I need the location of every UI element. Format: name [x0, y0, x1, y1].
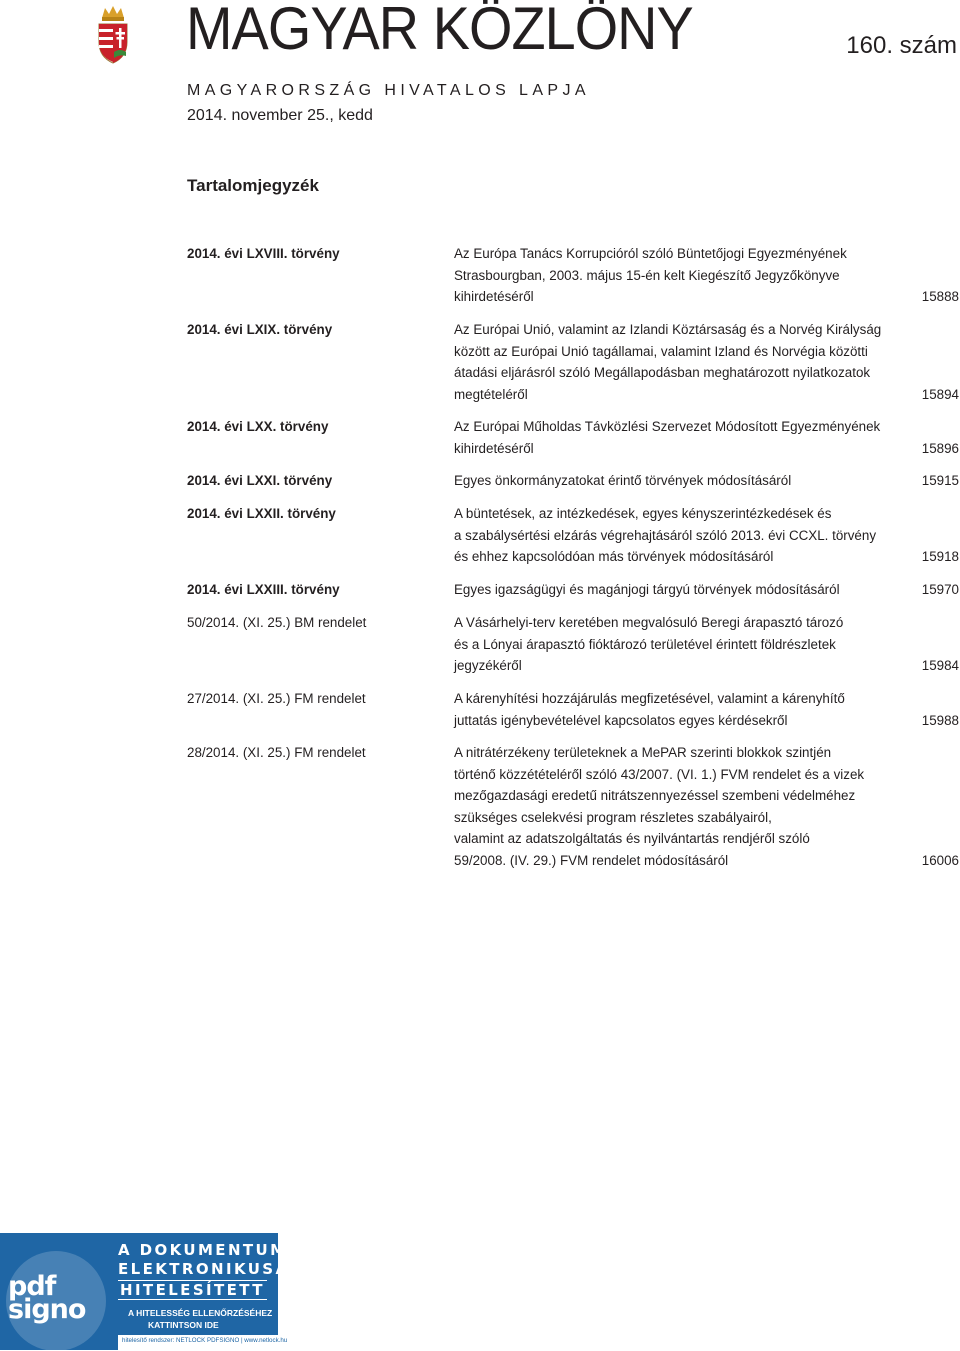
- toc-entry-title-line: Az Európai Unió, valamint az Izlandi Köztársaság és a Norvég Királyság: [454, 322, 882, 337]
- toc-entry[interactable]: [187, 243, 959, 308]
- toc-entry-page: 15888: [921, 289, 959, 304]
- toc-heading: Tartalomjegyzék: [187, 176, 319, 195]
- toc-entry-title-line: és a Lónyai árapasztó fióktározó területével érintett földrészletek: [454, 636, 836, 652]
- toc-entry-title-line: Egyes igazságügyi és magánjogi tárgyú törvények módosításáról: [454, 582, 840, 597]
- toc-entry[interactable]: [187, 470, 959, 492]
- toc-entry-title-line: valamint az adatszolgáltatás és nyilvántartás rendjéről szóló: [454, 831, 810, 846]
- toc-entry[interactable]: [187, 688, 959, 731]
- toc-entry-page: 15896: [921, 440, 959, 456]
- toc-entry-title-line: Egyes önkormányzatokat érintő törvények módosításáról: [454, 473, 792, 488]
- coat-of-arms-icon: [96, 4, 130, 64]
- toc-entry-act: 2014. évi LXVIII. törvény: [187, 246, 340, 261]
- toc-entry[interactable]: [187, 579, 959, 601]
- toc-entry-title-line: történő közzétételéről szóló 43/2007. (VI. 1.) FVM rendelet és a vizek: [454, 766, 865, 782]
- toc-entry-title-line: kihirdetéséről: [454, 289, 534, 304]
- toc-entry[interactable]: [187, 612, 959, 677]
- issue-number: 160. szám: [846, 32, 957, 59]
- toc-entry-title-line: a szabálysértési elzárás végrehajtásáról szóló 2013. évi CCXL. törvény: [454, 527, 877, 543]
- toc-entry-title-line: Az Európai Műholdas Távközlési Szervezet Módosított Egyezményének: [454, 419, 881, 434]
- toc-entry-title-line: A nitrátérzékeny területeknek a MePAR szerinti blokkok szintjén: [454, 745, 832, 760]
- badge-verify-text: A HITELESSÉG ELLENŐRZÉSÉHEZ: [128, 1308, 273, 1318]
- pdfsigno-logo: pdf signo: [8, 1271, 86, 1325]
- toc-entry-title-line: jegyzékéről: [454, 658, 522, 673]
- badge-click-here[interactable]: KATTINTSON IDE: [148, 1320, 219, 1330]
- toc-entry-title-line: Strasbourgban, 2003. május 15-én kelt Kiegészítő Jegyzőkönyve: [454, 267, 840, 283]
- toc-entry-act: 28/2014. (XI. 25.) FM rendelet: [187, 745, 366, 760]
- toc-entry-title-line: szükséges cselekvési program részletes szabályairól,: [454, 809, 772, 825]
- badge-line-1: A DOKUMENTUM: [118, 1241, 288, 1259]
- toc-entry-page: 15894: [921, 386, 959, 402]
- toc-entry-act: 2014. évi LXIX. törvény: [187, 322, 333, 337]
- toc-entry-title-line: mezőgazdasági eredetű nitrátszennyezéssel szembeni védelméhez: [454, 788, 856, 803]
- toc-entry-page: 16006: [921, 852, 959, 868]
- toc-entry-title-line: átadási eljárásról szóló Megállapodásban meghatározott nyilatkozatok: [454, 365, 871, 380]
- pdfsigno-verification-badge[interactable]: [0, 1233, 305, 1350]
- publication-title: MAGYAR KÖZLÖNY: [186, 0, 693, 62]
- toc-entry-act: 2014. évi LXXIII. törvény: [187, 582, 340, 597]
- badge-line-3: HITELESÍTETT: [120, 1281, 265, 1299]
- badge-line-2: ELEKTRONIKUSAN: [118, 1260, 305, 1278]
- toc-entry-title-line: kihirdetéséről: [454, 440, 534, 456]
- publication-subtitle: MAGYARORSZÁG HIVATALOS LAPJA: [187, 82, 590, 99]
- toc-entry[interactable]: [187, 416, 959, 459]
- toc-entry-act: 2014. évi LXXI. törvény: [187, 473, 333, 488]
- toc-entry-page: 15988: [921, 712, 959, 728]
- toc-entry-title-line: Az Európa Tanács Korrupcióról szóló Büntetőjogi Egyezményének: [454, 246, 847, 261]
- toc-entry-page: 15915: [921, 473, 959, 488]
- toc-entry[interactable]: [187, 503, 959, 568]
- toc-entry-title-line: 59/2008. (IV. 29.) FVM rendelet módosításáról: [454, 852, 729, 868]
- toc-entry-act: 27/2014. (XI. 25.) FM rendelet: [187, 691, 366, 706]
- toc-entry-act: 50/2014. (XI. 25.) BM rendelet: [187, 615, 367, 630]
- toc-entry-title-line: és ehhez kapcsolódóan más törvények módosításáról: [454, 549, 774, 564]
- toc-entry-title-line: A Vásárhelyi-terv keretében megvalósuló Beregi árapasztó tározó: [454, 615, 844, 630]
- publication-date: 2014. november 25., kedd: [187, 107, 373, 124]
- toc-entry-act: 2014. évi LXX. törvény: [187, 419, 329, 434]
- toc-entry-page: 15970: [921, 582, 959, 597]
- toc-entry-title-line: A kárenyhítési hozzájárulás megfizetésével, valamint a kárenyhítő: [454, 691, 845, 706]
- badge-footer-text: hitelesítő rendszer: NETLOCK PDFSIGNO | www.netlock.hu: [122, 1337, 288, 1344]
- toc-entry-title-line: A büntetések, az intézkedések, egyes kényszerintézkedések és: [454, 506, 832, 521]
- toc-entry-act: 2014. évi LXXII. törvény: [187, 506, 336, 521]
- toc-entry[interactable]: [187, 319, 959, 405]
- toc-entry[interactable]: [187, 742, 959, 871]
- toc-entry-title-line: megtételéről: [454, 386, 528, 402]
- toc-entry-page: 15918: [921, 549, 959, 564]
- toc-entry-page: 15984: [921, 658, 959, 673]
- toc-entry-title-line: között az Európai Unió tagállamai, valamint Izland és Norvégia közötti: [454, 343, 868, 359]
- toc-entry-title-line: juttatás igénybevételével kapcsolatos egyes kérdésekről: [454, 712, 788, 728]
